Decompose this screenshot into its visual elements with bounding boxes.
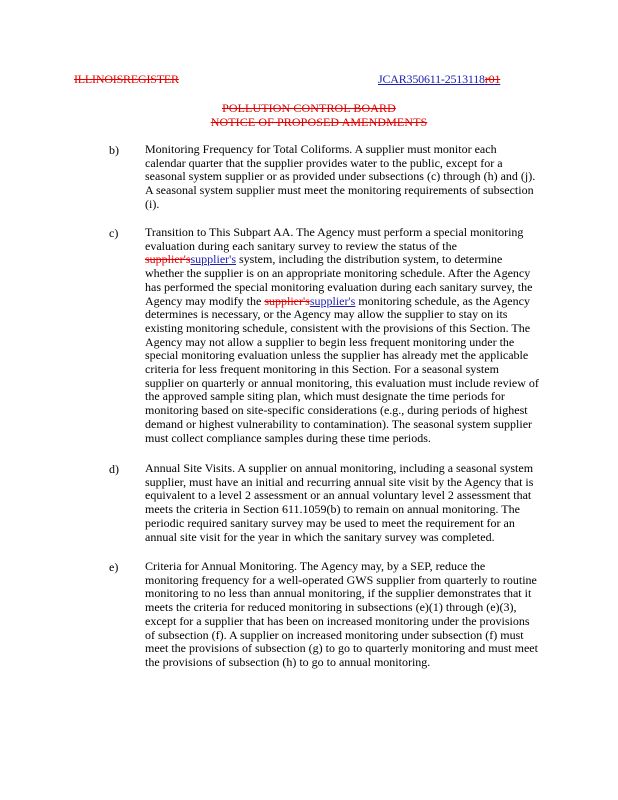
text-run: calendar quarter that the supplier provides water to the public, except for a: [145, 155, 503, 170]
text-line: [145, 281, 585, 295]
text-line: [145, 226, 585, 240]
text-line: [145, 642, 585, 656]
deleted-text: supplier's: [264, 293, 310, 308]
text-run: A seasonal system supplier must meet the monitoring requirements of subsection: [145, 183, 534, 198]
title-agency: POLLUTION CONTROL BOARD: [222, 101, 396, 115]
text-line: [145, 560, 585, 574]
text-line: [145, 267, 585, 281]
text-line: [145, 517, 585, 531]
text-run: criteria for less frequent monitoring in this Section. For a seasonal system: [145, 362, 499, 377]
text-line: [145, 322, 585, 336]
text-run: determines is necessary, or the Agency may allow the supplier to stay on its: [145, 307, 508, 322]
header-jcar-code: [378, 72, 500, 87]
text-run: Transition to This Subpart AA. The Agency must perform a special monitoring: [145, 225, 524, 239]
text-run: periodic required sanitary survey may be used to meet the requirement for an: [145, 515, 515, 530]
text-run: whether the supplier is on an appropriate monitoring schedule. After the Agency: [145, 266, 531, 281]
header-register-name: ILLINOISREGISTER: [74, 72, 179, 86]
text-run: of subsection (f). A supplier on increased monitoring under subsection (f) must: [145, 627, 524, 642]
text-run: must collect compliance samples during these time periods.: [145, 430, 431, 445]
text-line: [145, 198, 585, 212]
text-line: [145, 615, 585, 629]
text-line: [145, 601, 585, 615]
text-line: [145, 629, 585, 643]
text-line: [145, 363, 585, 377]
title-notice: NOTICE OF PROPOSED AMENDMENTS: [210, 115, 428, 129]
text-run: meets the criteria for reduced monitoring in subsections (e)(1) through (e)(3),: [145, 600, 517, 615]
text-run: supplier, must have an initial and recurring annual site visit by the Agency that is: [145, 474, 534, 489]
deleted-text: supplier's: [145, 252, 191, 267]
text-line: [145, 308, 585, 322]
text-line: [145, 157, 585, 171]
text-line: [145, 404, 585, 418]
text-line: [145, 336, 585, 350]
text-line: [145, 170, 585, 184]
text-line: [145, 574, 585, 588]
text-run: (i).: [145, 196, 160, 211]
inserted-text: supplier's: [190, 252, 236, 267]
text-run: except for a supplier that has been on increased monitoring under the provisions: [145, 613, 530, 628]
text-line: [145, 143, 585, 157]
text-run: Criteria for Annual Monitoring. The Agency may, by a SEP, reduce the: [145, 559, 486, 573]
text-line: [145, 349, 585, 363]
section-label: c): [109, 226, 119, 240]
text-run: the approved sample siting plan, which must designate the time periods for: [145, 389, 505, 404]
text-run: monitoring frequency for a well-operated GWS supplier from quarterly to routine: [145, 572, 537, 587]
section-label: d): [109, 462, 119, 476]
section-body: [145, 462, 585, 544]
text-run: Agency may modify the: [145, 293, 265, 308]
section-label: e): [109, 560, 119, 574]
text-run: meets the criteria in Section 611.1059(b) to remain on annual monitoring. The: [145, 502, 520, 517]
text-line: [145, 656, 585, 670]
text-line: [145, 476, 585, 490]
inserted-text: supplier's: [309, 293, 356, 308]
text-line: [145, 253, 585, 267]
text-run: Agency may not allow a supplier to begin less frequent monitoring under the: [145, 334, 515, 349]
text-line: [145, 531, 585, 545]
text-run: equivalent to a level 2 assessment or an annual voluntary level 2 assessment that: [145, 488, 532, 503]
text-run: monitoring schedule, as the Agency: [355, 293, 530, 308]
text-run: monitoring based on site-specific considerations (e.g., during periods of highest: [145, 403, 528, 418]
text-line: [145, 462, 585, 476]
text-line: [145, 377, 585, 391]
section-body: [145, 226, 585, 445]
text-run: system, including the distribution system, to determine: [236, 252, 503, 267]
text-run: special monitoring evaluation unless the supplier has already met the applicable: [145, 348, 529, 363]
text-run: Annual Site Visits. A supplier on annual monitoring, including a seasonal system: [145, 461, 534, 475]
section-body: [145, 560, 585, 670]
text-line: [145, 295, 585, 309]
text-run: monitoring to no less than annual monitoring, if the supplier demonstrates that it: [145, 586, 532, 601]
text-run: has performed the special monitoring evaluation during each sanitary survey, the: [145, 279, 533, 294]
header-jcar-inserted: JCAR350611-2513118: [378, 72, 485, 86]
text-line: [145, 390, 585, 404]
text-run: annual site visit for the year in which the sanitary survey was completed.: [145, 529, 495, 544]
text-run: supplier on quarterly or annual monitoring, this evaluation must include review of: [145, 375, 539, 390]
text-run: meet the provisions of subsection (g) to go to quarterly monitoring and must meet: [145, 641, 538, 656]
text-line: [145, 503, 585, 517]
text-run: the provisions of subsection (h) to go to annual monitoring.: [145, 654, 431, 669]
text-run: Monitoring Frequency for Total Coliforms. A supplier must monitor each: [145, 142, 497, 156]
text-line: [145, 418, 585, 432]
text-line: [145, 587, 585, 601]
text-run: evaluation during each sanitary survey to review the status of the: [145, 238, 457, 253]
text-run: existing monitoring schedule, consistent with the provisions of this Section. The: [145, 320, 531, 335]
text-line: [145, 432, 585, 446]
section-label: b): [109, 143, 119, 157]
text-run: demand or highest vulnerability to contamination). The seasonal system supplier: [145, 416, 533, 431]
text-run: seasonal system supplier or as provided under subsections (c) through (h) and (j).: [145, 169, 536, 184]
text-line: [145, 489, 585, 503]
text-line: [145, 184, 585, 198]
header-jcar-deleted: r01: [484, 72, 501, 86]
section-body: [145, 143, 585, 212]
text-line: [145, 240, 585, 254]
